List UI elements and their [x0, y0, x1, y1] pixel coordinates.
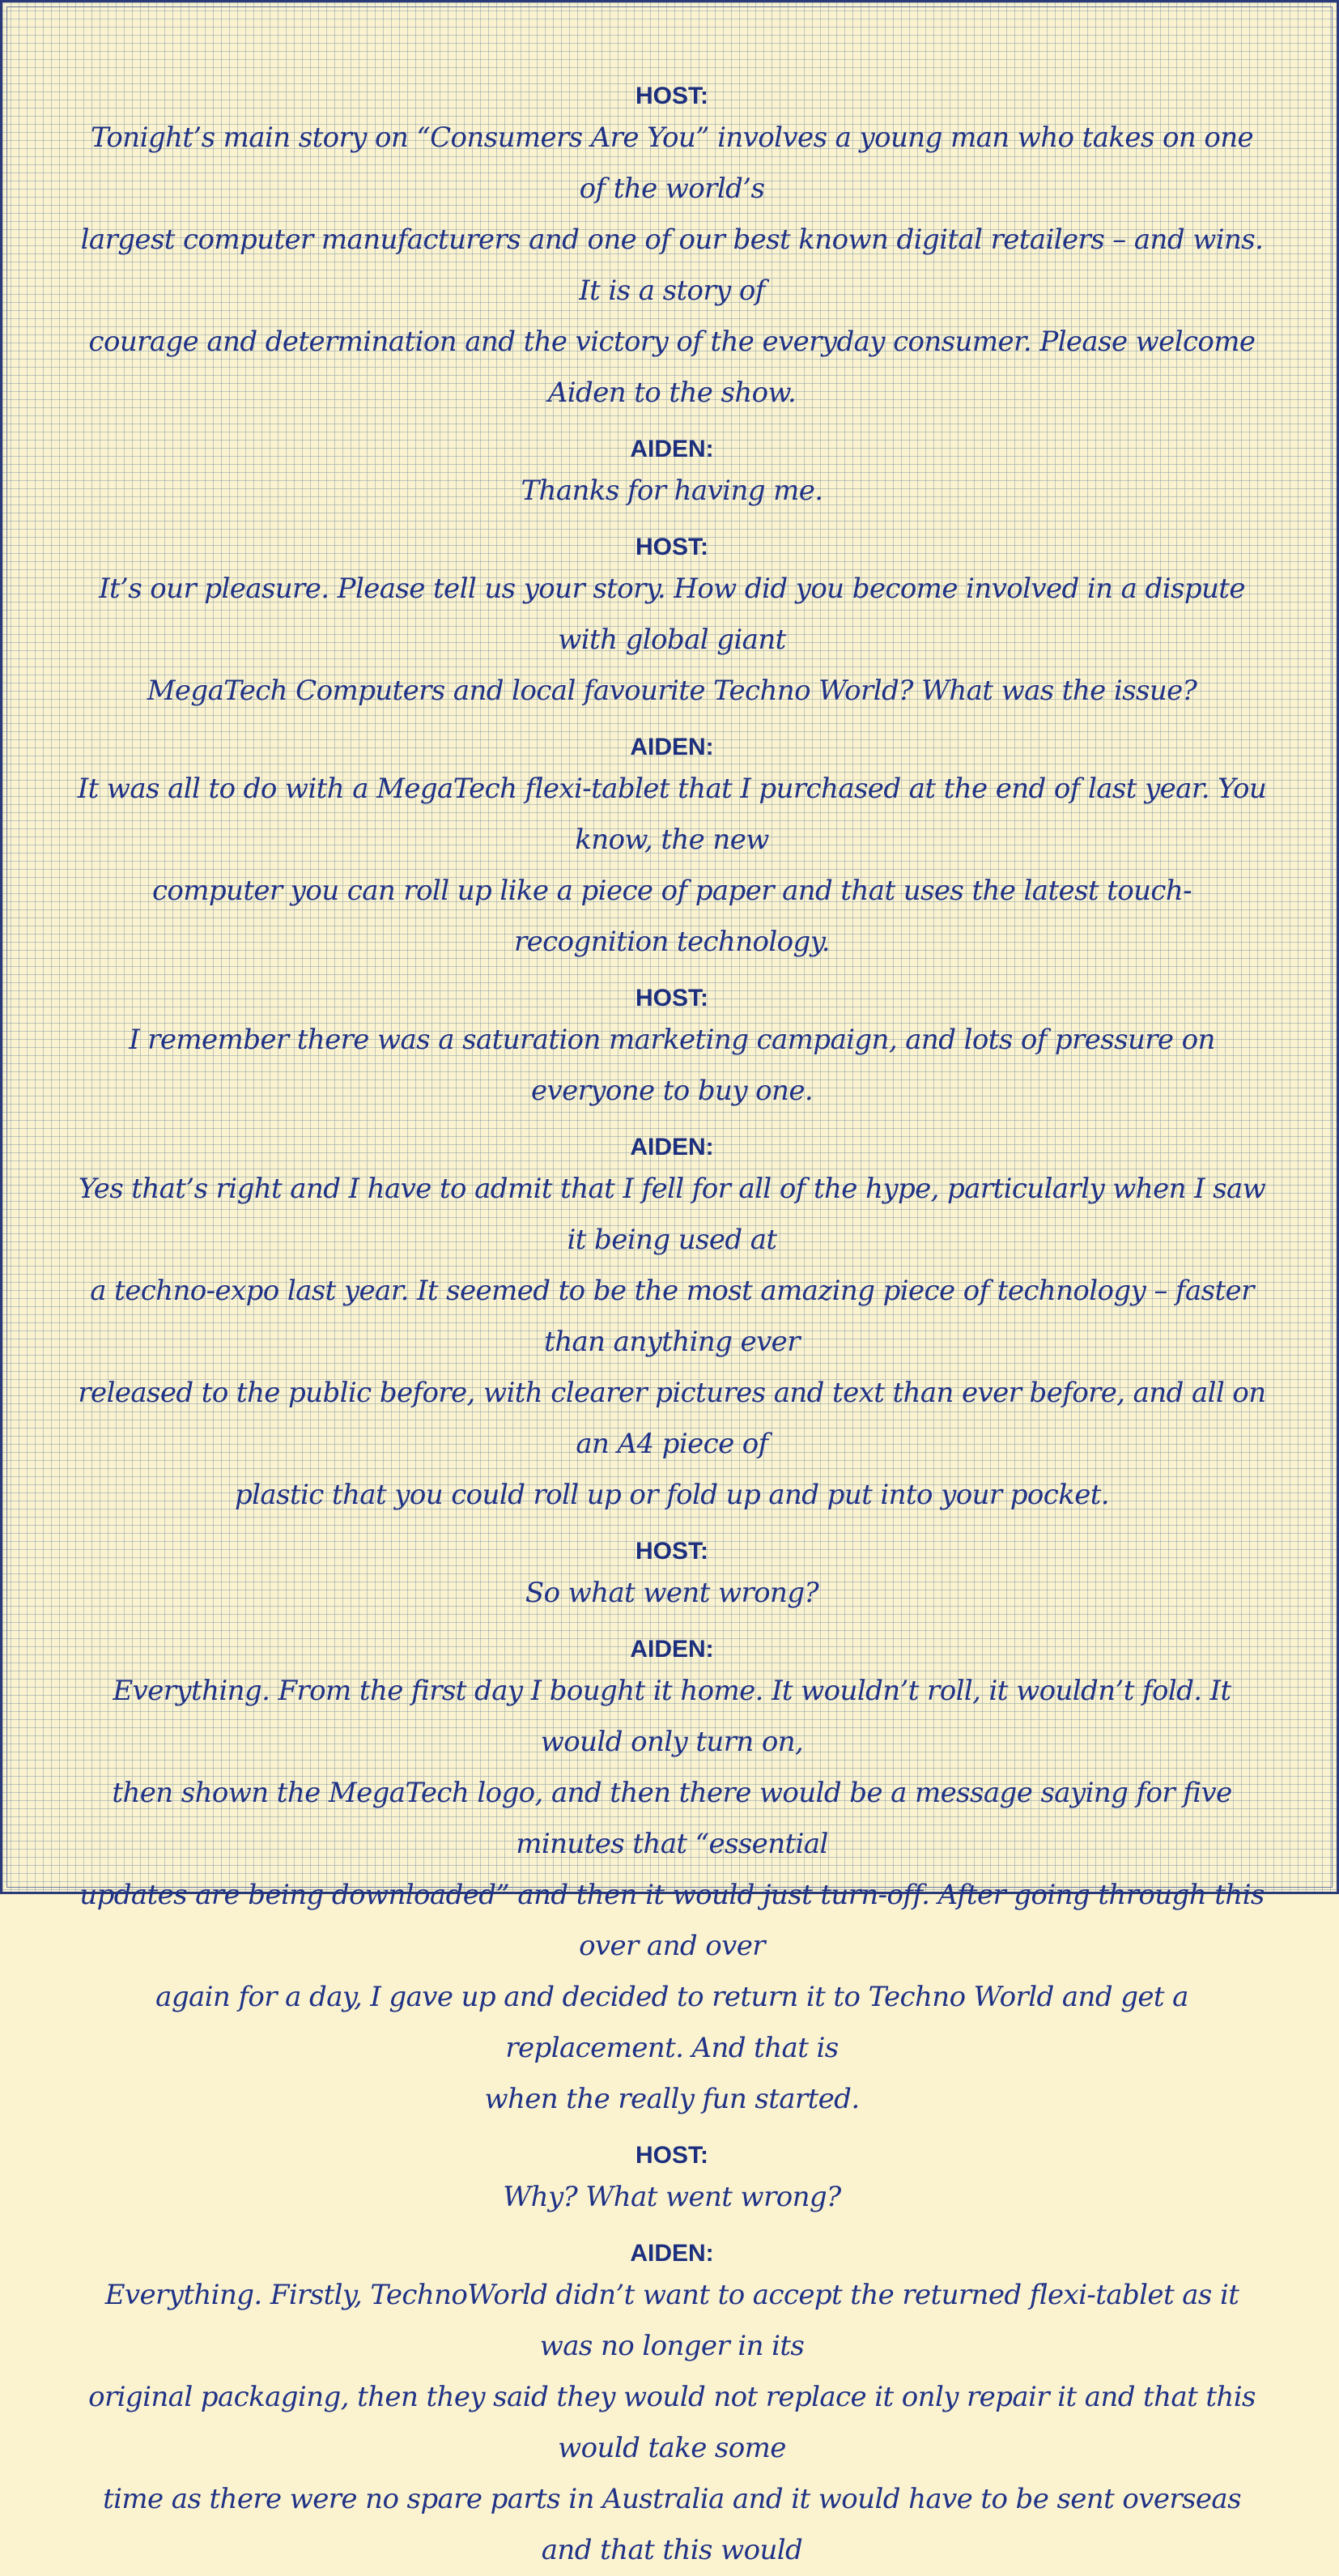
dialogue-line: computer you can roll up like a piece of paper and that uses the latest touch-recognition technology. [151, 875, 1192, 958]
speaker-label: HOST: [635, 1538, 708, 1565]
speaker-label: HOST: [635, 83, 708, 109]
dialogue-turn [75, 1633, 1269, 2125]
dialogue-line: Tonight’s main story on “Consumers Are You” involves a young man who takes on one of the world’s [90, 121, 1254, 205]
dialogue-turn [75, 2238, 1269, 2576]
dialogue-line: So what went wrong? [525, 1577, 819, 1609]
dialogue-line: released to the public before, with clearer pictures and text than ever before, and all on an A4 piece of [78, 1377, 1266, 1460]
dialogue-line: largest computer manufacturers and one of our best known digital retailers – and wins. It is a story of [80, 224, 1264, 307]
dialogue-turn [75, 1535, 1269, 1619]
dialogue-line: plastic that you could roll up or fold up and put into your pocket. [234, 1479, 1110, 1511]
dialogue-turn [75, 731, 1269, 968]
dialogue-line: original packaging, then they said they would not replace it only repair it and that this would take some [88, 2381, 1256, 2464]
speaker-label: HOST: [635, 2142, 708, 2169]
dialogue-script [75, 80, 1269, 2576]
dialogue-turn [75, 982, 1269, 1117]
dialogue-line: I remember there was a saturation marketing campaign, and lots of pressure on everyone to buy one. [129, 1024, 1215, 1107]
dialogue-line: time as there were no spare parts in Australia and it would have to be sent overseas and that this would [103, 2483, 1241, 2566]
dialogue-line: Thanks for having me. [521, 475, 823, 507]
dialogue-line: Everything. From the first day I bought it home. It wouldn’t roll, it wouldn’t fold. It would only turn on, [113, 1675, 1231, 1758]
dialogue-line: It’s our pleasure. Please tell us your story. How did you become involved in a dispute with global giant [99, 573, 1245, 656]
speaker-label: HOST: [635, 985, 708, 1011]
dialogue-turn [75, 2140, 1269, 2223]
dialogue-line: MegaTech Computers and local favourite Techno World? What was the issue? [147, 675, 1197, 707]
speaker-label: AIDEN: [630, 1134, 714, 1160]
speaker-label: AIDEN: [630, 436, 714, 462]
dialogue-line: updates are being downloaded” and then it would just turn-off. After going through this over and over [79, 1879, 1265, 1962]
dialogue-turn [75, 433, 1269, 517]
dialogue-line: Why? What went wrong? [503, 2181, 841, 2213]
dialogue-turn [75, 531, 1269, 717]
dialogue-turn [75, 1131, 1269, 1521]
dialogue-line: courage and determination and the victory of the everyday consumer. Please welcome Aiden to the show. [88, 326, 1256, 409]
dialogue-line: It was all to do with a MegaTech flexi-tablet that I purchased at the end of last year. You know, the new [77, 773, 1267, 856]
speaker-label: HOST: [635, 534, 708, 560]
dialogue-line: a techno-expo last year. It seemed to be the most amazing piece of technology – faster than anything ever [90, 1275, 1254, 1358]
dialogue-line: when the really fun started. [484, 2083, 860, 2115]
dialogue-line: again for a day, I gave up and decided to return it to Techno World and get a replacement. And that is [155, 1981, 1188, 2064]
dialogue-line: Everything. Firstly, TechnoWorld didn’t want to accept the returned flexi-tablet as it was no longer in its [104, 2279, 1239, 2362]
dialogue-line: then shown the MegaTech logo, and then there would be a message saying for five minutes that “essential [112, 1777, 1232, 1860]
dialogue-line: Yes that’s right and I have to admit that I fell for all of the hype, particularly when I saw it being used at [78, 1173, 1266, 1256]
speaker-label: AIDEN: [630, 1636, 714, 1663]
speaker-label: AIDEN: [630, 734, 714, 760]
speaker-label: AIDEN: [630, 2240, 714, 2267]
dialogue-turn [75, 80, 1269, 419]
